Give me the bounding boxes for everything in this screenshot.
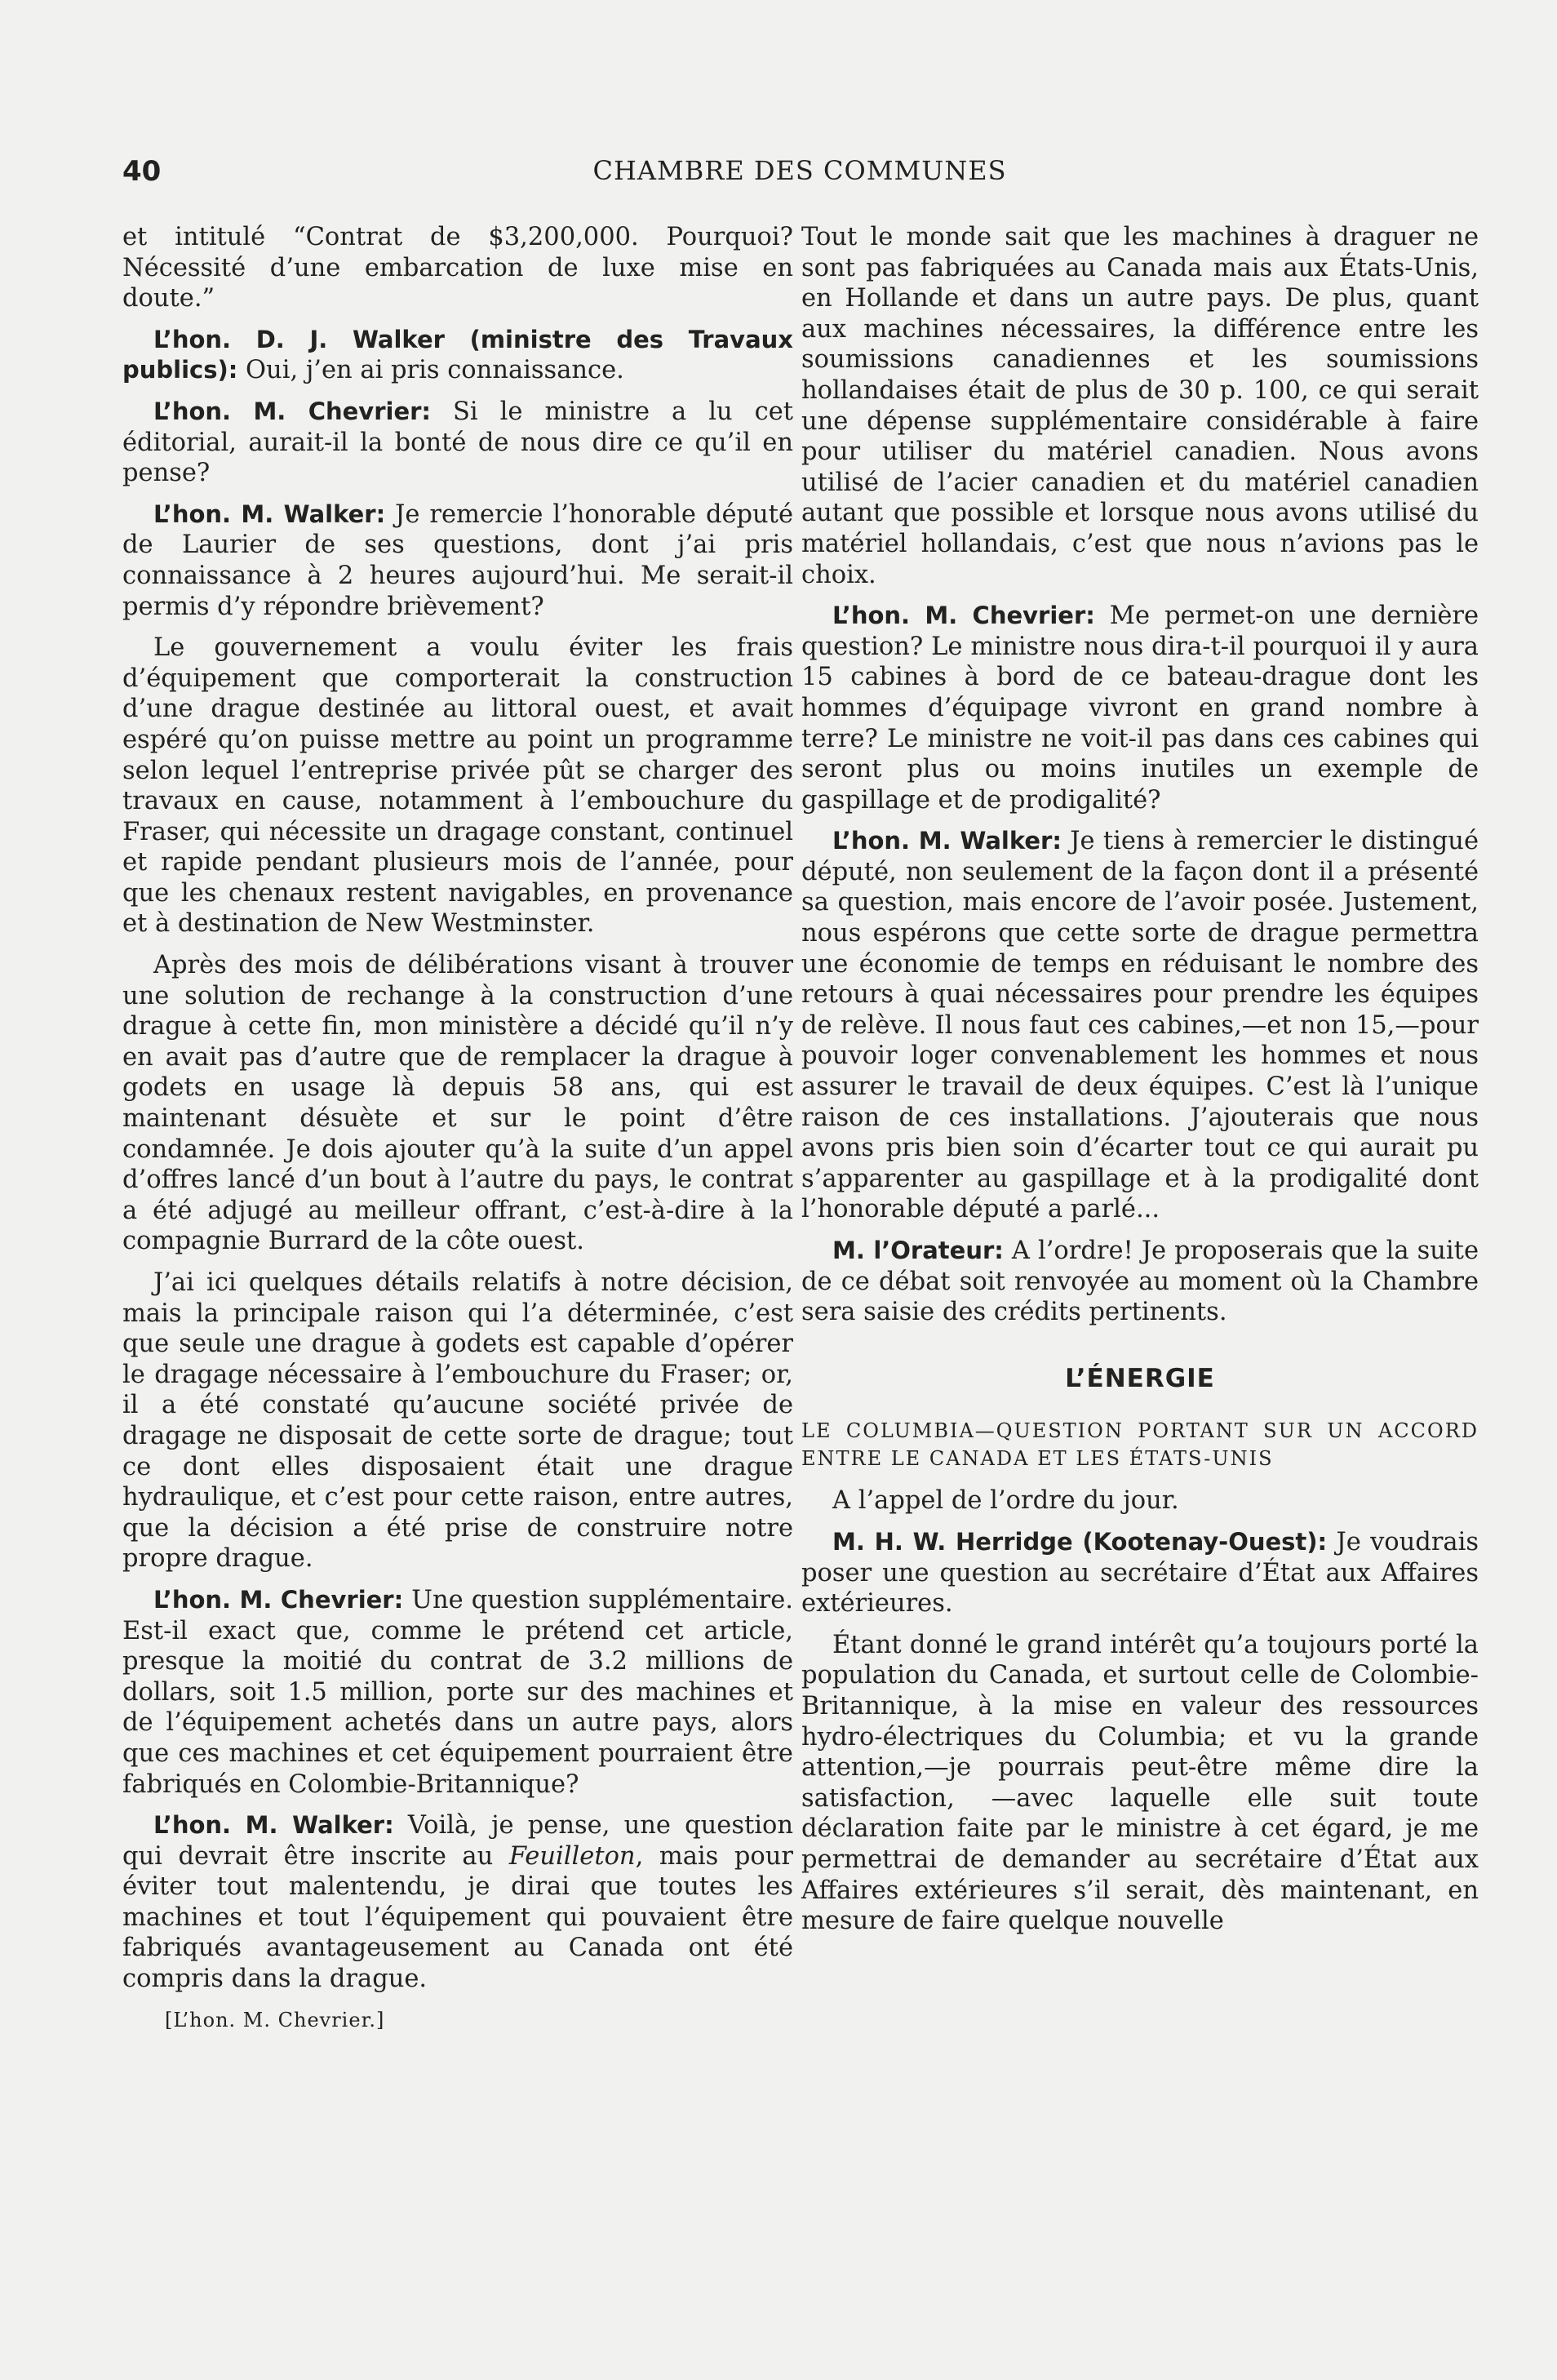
paragraph: L’hon. D. J. Walker (ministre des Travaux publics): Oui, j’en ai pris connaissance.: [122, 325, 793, 385]
page-header: [122, 155, 1477, 196]
section-subtitle: LE COLUMBIA—QUESTION PORTANT SUR UN ACCORD ENTRE LE CANADA ET LES ÉTATS-UNIS: [801, 1419, 1479, 1471]
section-title: L’ÉNERGIE: [1065, 1363, 1215, 1393]
speaker-name: L’hon. M. Chevrier:: [153, 397, 432, 425]
paragraph: L’hon. M. Walker: Voilà, je pense, une question qui devrait être inscrite au Feuilleton, mais pour éviter tout malentendu, je dirai que toutes les machines et tout l’équipement qui pouvaient être fabriqués avantageusement au Canada ont été compris dans la drague.: [122, 1811, 794, 1994]
paragraph: Après des mois de délibérations visant à trouver une solution de rechange à la construction d’une drague à cette fin, mon ministère a décidé qu’il n’y en avait pas d’autre que de remplacer la drague à godets en usage là depuis 58 ans, qui est maintenant désuète et sur le point d’être condamnée. Je dois ajouter qu’à la suite d’un appel d’offres lancé d’un bout à l’autre du pays, le contrat a été adjugé au meilleur offrant, c’est-à-dire à la compagnie Burrard de la côte ouest.: [122, 951, 793, 1256]
running-title: CHAMBRE DES COMMUNES: [592, 155, 1007, 186]
footer-note: [L’hon. M. Chevrier.]: [165, 2008, 385, 2031]
paragraph: A l’appel de l’ordre du jour.: [832, 1486, 1179, 1516]
speaker-name: L’hon. M. Chevrier:: [832, 602, 1095, 630]
paragraph: J’ai ici quelques détails relatifs à notre décision, mais la principale raison qui l’a déterminée, c’est que seule une drague à godets est capable d’opérer le dragage nécessaire à l’embouchure du Fraser; or, il a été constaté qu’aucune société privée de dragage ne disposait de cette sorte de drague; tout ce dont elles disposaient était une drague hydraulique, et c’est pour cette raison, entre autres, que la décision a été prise de construire notre propre drague.: [122, 1268, 793, 1574]
paragraph: M. H. W. Herridge (Kootenay-Ouest): Je voudrais poser une question au secrétaire d’État aux Affaires extérieures.: [801, 1527, 1479, 1618]
speaker-name: M. l’Orateur:: [832, 1237, 1004, 1264]
paragraph: L’hon. M. Walker: Je tiens à remercier le distingué député, non seulement de la façon dont il a présenté sa question, mais encore de l’avoir posée. Justement, nous espérons que cette sorte de drague permettra une économie de temps en réduisant le nombre des retours à quai nécessaires pour prendre les équipes de relève. Il nous faut ces cabines,—et non 15,—pour pouvoir loger convenablement les hommes et nous assurer le travail de deux équipes. C’est là l’unique raison de ces installations. J’ajouterais que nous avons pris bien soin d’écarter tout ce qui aurait pu s’apparenter au gaspillage et à la prodigalité dont l’honorable député a parlé...: [801, 827, 1479, 1224]
speaker-name: L’hon. M. Chevrier:: [153, 1585, 404, 1614]
right-column: [801, 222, 1479, 1947]
paragraph: M. l’Orateur: A l’ordre! Je proposerais que la suite de ce débat soit renvoyée au moment où la Chambre sera saisie des crédits pertinents.: [801, 1237, 1479, 1327]
left-column: [122, 222, 793, 2036]
paragraph: L’hon. M. Chevrier: Une question supplémentaire. Est-il exact que, comme le prétend cet article, presque la moitié du contrat de 3.2 millions de dollars, soit 1.5 million, porte sur des machines et de l’équipement achetés dans un autre pays, alors que ces machines et cet équipement pourraient être fabriqués en Colombie-Britannique?: [122, 1585, 793, 1799]
speaker-name: L’hon. M. Walker:: [153, 500, 386, 528]
paragraph: Étant donné le grand intérêt qu’a toujours porté la population du Canada, et surtout celle de Colombie-Britannique, à la mise en valeur des ressources hydro-électriques du Columbia; et vu la grande attention,—je pourrais peut-être même dire la satisfaction, —avec laquelle elle suit toute déclaration faite par le ministre à cet égard, je me permettrai de demander au secrétaire d’État aux Affaires extérieures s’il serait, dès maintenant, en mesure de faire quelque nouvelle: [801, 1630, 1479, 1936]
paragraph: L’hon. M. Chevrier: Si le ministre a lu cet éditorial, aurait-il la bonté de nous dire ce qu’il en pense?: [122, 397, 793, 488]
paragraph: et intitulé “Contrat de $3,200,000. Pourquoi? Nécessité d’une embarcation de luxe mise en doute.”: [122, 223, 793, 313]
paragraph: Le gouvernement a voulu éviter les frais d’équipement que comporterait la construction d’une drague destinée au littoral ouest, et avait espéré qu’on puisse mettre au point un programme selon lequel l’entreprise privée pût se charger des travaux en cause, notamment à l’embouchure du Fraser, qui nécessite un dragage constant, continuel et rapide pendant plusieurs mois de l’année, pour que les chenaux restent navigables, en provenance et à destination de New Westminster.: [122, 633, 793, 939]
page-number: 40: [122, 155, 162, 188]
paragraph: L’hon. M. Chevrier: Me permet-on une dernière question? Le ministre nous dira-t-il pourquoi il y aura 15 cabines à bord de ce bateau-drague dont les hommes d’équipage vivront en grand nombre à terre? Le ministre ne voit-il pas dans ces cabines qui seront plus ou moins inutiles un exemple de gaspillage et de prodigalité?: [801, 602, 1479, 815]
speaker-name: L’hon. D. J. Walker (ministre des Travaux publics):: [122, 325, 793, 384]
paragraph: Tout le monde sait que les machines à draguer ne sont pas fabriquées au Canada mais aux États-Unis, en Hollande et dans un autre pays. De plus, quant aux machines nécessaires, la différence entre les soumissions canadiennes et les soumissions hollandaises était de plus de 30 p. 100, ce qui serait une dépense supplémentaire considérable à faire pour utiliser du matériel canadien. Nous avons utilisé de l’acier canadien et du matériel canadien autant que possible et lorsque nous avons utilisé du matériel hollandais, c’est que nous n’avions pas le choix.: [801, 223, 1479, 589]
speaker-name: L’hon. M. Walker:: [832, 827, 1062, 855]
paragraph: L’hon. M. Walker: Je remercie l’honorable député de Laurier de ses questions, dont j’ai pris connaissance à 2 heures aujourd’hui. Me serait-il permis d’y répondre brièvement?: [122, 500, 793, 621]
speaker-name: M. H. W. Herridge (Kootenay-Ouest):: [832, 1527, 1328, 1556]
speaker-name: L’hon. M. Walker:: [153, 1811, 394, 1840]
